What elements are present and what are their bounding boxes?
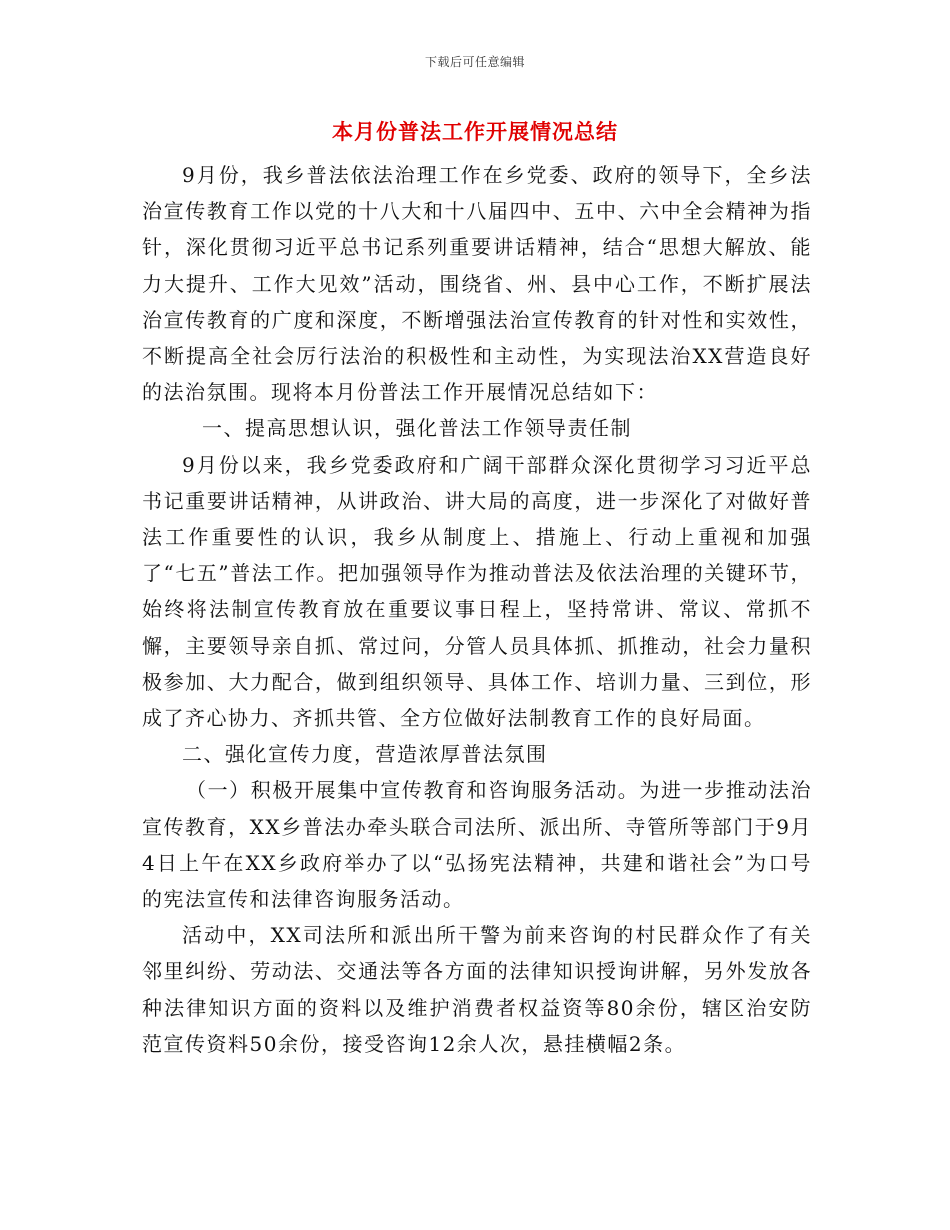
section-heading-1: 一、提高思想认识，强化普法工作领导责任制	[202, 416, 632, 441]
paragraph-intro: 9月份，我乡普法依法治理工作在乡党委、政府的领导下，全乡法治宣传教育工作以党的十八大和十八届四中、五中、六中全会精神为指针，深化贯彻习近平总书记系列重要讲话精神，结合“思想大解放、能力大提升、工作大见效”活动，围绕省、州、县中心工作，不断扩展法治宣传教育的广度和深度，不断增强法治宣传教育的针对性和实效性，不断提高全社会厉行法治的积极性和主动性，为实现法治XX营造良好的法治氛围。现将本月份普法工作开展情况总结如下：	[142, 163, 812, 405]
document-body	[142, 157, 812, 1062]
paragraph-section-1: 9月份以来，我乡党委政府和广阔干部群众深化贯彻学习习近平总书记重要讲话精神，从讲政治、讲大局的高度，进一步深化了对做好普法工作重要性的认识，我乡从制度上、措施上、行动上重视和加强了“七五”普法工作。把加强领导作为推动普法及依法治理的关键环节，始终将法制宣传教育放在重要议事日程上，坚持常讲、常议、常抓不懈，主要领导亲自抓、常过问，分管人员具体抓、抓推动，社会力量积极参加、大力配合，做到组织领导、具体工作、培训力量、三到位，形成了齐心协力、齐抓共管、全方位做好法制教育工作的良好局面。	[142, 452, 812, 731]
paragraph-activity: 活动中，XX司法所和派出所干警为前来咨询的村民群众作了有关邻里纠纷、劳动法、交通法等各方面的法律知识授询讲解，另外发放各种法律知识方面的资料以及维护消费者权益资等80余份，辖区治安防范宣传资料50余份，接受咨询12余人次，悬挂横幅2条。	[142, 923, 812, 1056]
page-title: 本月份普法工作开展情况总结	[332, 119, 618, 144]
section-heading-2: 二、强化宣传力度，营造浓厚普法氛围	[182, 742, 548, 767]
header-note: 下载后可任意编辑	[424, 55, 525, 69]
paragraph-subsection-1: （一）积极开展集中宣传教育和咨询服务活动。为进一步推动法治宣传教育，XX乡普法办牵头联合司法所、派出所、寺管所等部门于9月4日上午在XX乡政府举办了以“弘扬宪法精神，共建和谐社会”为口号的宪法宣传和法律咨询服务活动。	[142, 778, 812, 912]
